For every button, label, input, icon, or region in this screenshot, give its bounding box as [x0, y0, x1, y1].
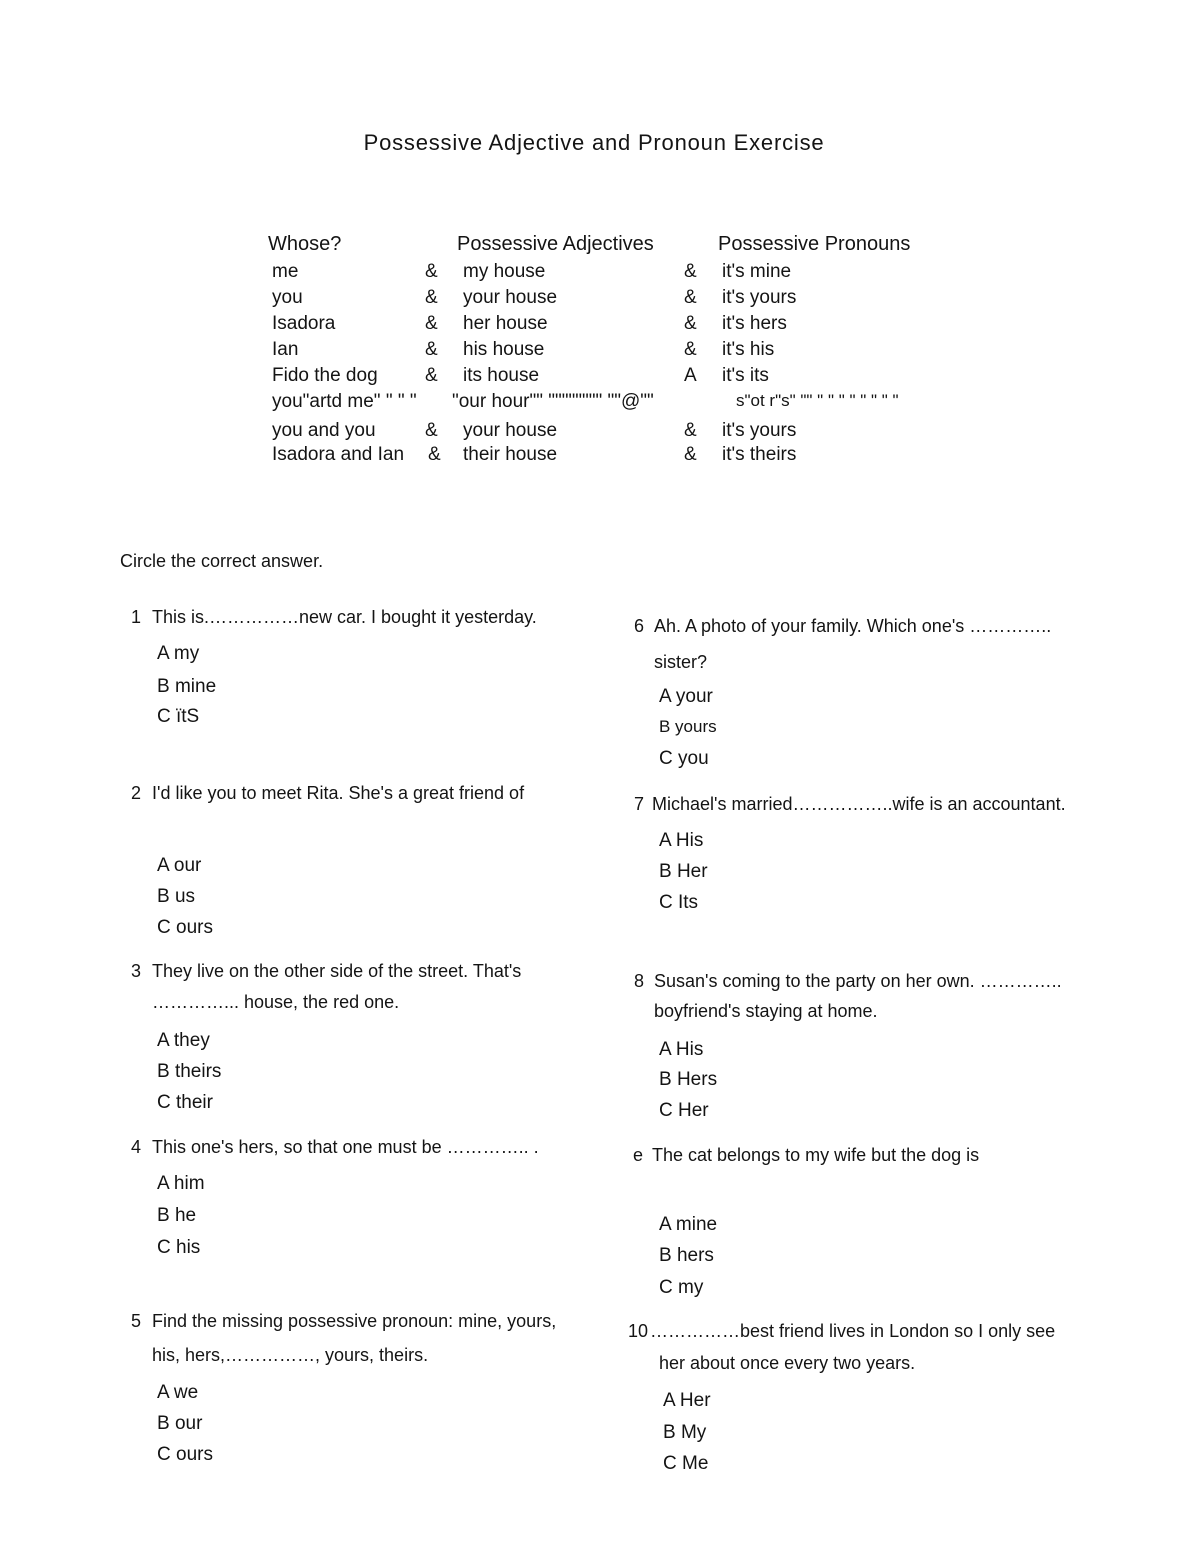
- question-number: 10: [628, 1321, 649, 1341]
- adjective-cell: your house: [463, 287, 558, 308]
- pronoun-cell: it's yours: [722, 420, 797, 441]
- answer-option[interactable]: A your: [659, 686, 713, 707]
- answer-option[interactable]: B us: [157, 886, 196, 907]
- answer-option[interactable]: C my: [659, 1277, 704, 1298]
- pronoun-cell: it's theirs: [722, 444, 797, 465]
- answer-option[interactable]: C Its: [659, 892, 699, 913]
- answer-option[interactable]: C ïtS: [157, 706, 200, 727]
- question-number: e: [633, 1145, 644, 1165]
- answer-option[interactable]: B hers: [659, 1245, 714, 1266]
- answer-option[interactable]: A my: [157, 643, 200, 664]
- question-text: …………... house, the red one.: [152, 992, 400, 1012]
- whose-cell: you and you: [272, 420, 376, 441]
- pronoun-cell: s"ot r"s" "" " " " " " " " ": [736, 391, 899, 410]
- answer-option[interactable]: C Her: [659, 1100, 709, 1121]
- ampersand: &: [684, 287, 697, 308]
- answer-option[interactable]: A him: [157, 1173, 205, 1194]
- ampersand: &: [684, 261, 697, 282]
- question-number: 4: [131, 1137, 142, 1157]
- question-text: sister?: [654, 652, 708, 672]
- ampersand: &: [425, 261, 438, 282]
- question-text: Ah. A photo of your family. Which one's …………..: [654, 616, 1052, 636]
- answer-option[interactable]: A His: [659, 1039, 704, 1060]
- question-text: They live on the other side of the street. That's: [152, 961, 522, 981]
- pronoun-cell: it's hers: [722, 313, 787, 334]
- answer-option[interactable]: B yours: [659, 717, 717, 736]
- answer-option[interactable]: B theirs: [157, 1061, 222, 1082]
- adjective-cell: its house: [463, 365, 540, 386]
- question-text: This one's hers, so that one must be ………….. .: [152, 1137, 539, 1157]
- question-text: Michael's married……………..wife is an accountant.: [652, 794, 1066, 814]
- ampersand: &: [684, 420, 697, 441]
- question-number: 8: [634, 971, 645, 991]
- adjective-cell: her house: [463, 313, 548, 334]
- answer-option[interactable]: A mine: [659, 1214, 718, 1235]
- answer-option[interactable]: B Her: [659, 861, 708, 882]
- ampersand: &: [425, 339, 438, 360]
- question-number: 6: [634, 616, 645, 636]
- ampersand: &: [425, 365, 438, 386]
- question-text: Susan's coming to the party on her own. …………..: [654, 971, 1062, 991]
- question-number: 5: [131, 1311, 142, 1331]
- answer-option[interactable]: A we: [157, 1382, 199, 1403]
- answer-option[interactable]: C ours: [157, 1444, 213, 1465]
- question-text: boyfriend's staying at home.: [654, 1001, 878, 1021]
- whose-cell: Fido the dog: [272, 365, 378, 386]
- question-number: 2: [131, 783, 142, 803]
- ampersand: &: [425, 287, 438, 308]
- question-text: I'd like you to meet Rita. She's a great friend of: [152, 783, 525, 803]
- answer-option[interactable]: B Hers: [659, 1069, 718, 1090]
- pronoun-cell: it's yours: [722, 287, 797, 308]
- adjective-cell: "our hour"" """""""" ""@"": [452, 391, 654, 412]
- pronoun-cell: it's mine: [722, 261, 792, 282]
- pronoun-cell: it's its: [722, 365, 769, 386]
- question-number: 3: [131, 961, 142, 981]
- question-text: his, hers,……………, yours, theirs.: [152, 1345, 429, 1365]
- adjective-cell: my house: [463, 261, 546, 282]
- answer-option[interactable]: C ours: [157, 917, 213, 938]
- answer-option[interactable]: C their: [157, 1092, 213, 1113]
- answer-option[interactable]: B he: [157, 1205, 197, 1226]
- ampersand: &: [428, 444, 441, 465]
- question-text: This is.……………new car. I bought it yesterday.: [152, 607, 537, 627]
- answer-option[interactable]: A our: [157, 855, 202, 876]
- ampersand: &: [684, 313, 697, 334]
- ampersand: &: [684, 444, 697, 465]
- whose-cell: you: [272, 287, 303, 308]
- page-title: Possessive Adjective and Pronoun Exercise: [363, 130, 825, 155]
- adjective-cell: your house: [463, 420, 558, 441]
- answer-option[interactable]: B My: [663, 1422, 707, 1443]
- whose-cell: Ian: [272, 339, 299, 360]
- answer-option[interactable]: B mine: [157, 676, 217, 697]
- whose-cell: Isadora: [272, 313, 336, 334]
- answer-option[interactable]: A they: [157, 1030, 210, 1051]
- adjective-cell: his house: [463, 339, 545, 360]
- question-text: Find the missing possessive pronoun: mine, yours,: [152, 1311, 557, 1331]
- table-header-pronouns: Possessive Pronouns: [718, 233, 911, 255]
- whose-cell: me: [272, 261, 299, 282]
- ampersand: &: [425, 420, 438, 441]
- answer-option[interactable]: C his: [157, 1237, 201, 1258]
- question-text: her about once every two years.: [659, 1353, 916, 1373]
- answer-option[interactable]: C you: [659, 748, 709, 769]
- question-text: ……………best friend lives in London so I only see: [650, 1321, 1056, 1341]
- table-header-adjectives: Possessive Adjectives: [457, 233, 654, 255]
- answer-option[interactable]: B our: [157, 1413, 203, 1434]
- ampersand: &: [425, 313, 438, 334]
- table-header-whose: Whose?: [268, 233, 342, 255]
- question-number: 1: [131, 607, 142, 627]
- whose-cell: Isadora and Ian: [272, 444, 405, 465]
- adjective-cell: their house: [463, 444, 558, 465]
- answer-option[interactable]: A Her: [663, 1390, 711, 1411]
- pronoun-cell: it's his: [722, 339, 775, 360]
- question-number: 7: [634, 794, 645, 814]
- answer-option[interactable]: A His: [659, 830, 704, 851]
- ampersand: &: [684, 339, 697, 360]
- ampersand: A: [684, 365, 697, 386]
- instruction-text: Circle the correct answer.: [120, 551, 324, 571]
- answer-option[interactable]: C Me: [663, 1453, 709, 1474]
- question-text: The cat belongs to my wife but the dog is: [652, 1145, 980, 1165]
- whose-cell: you"artd me" " " ": [272, 391, 417, 412]
